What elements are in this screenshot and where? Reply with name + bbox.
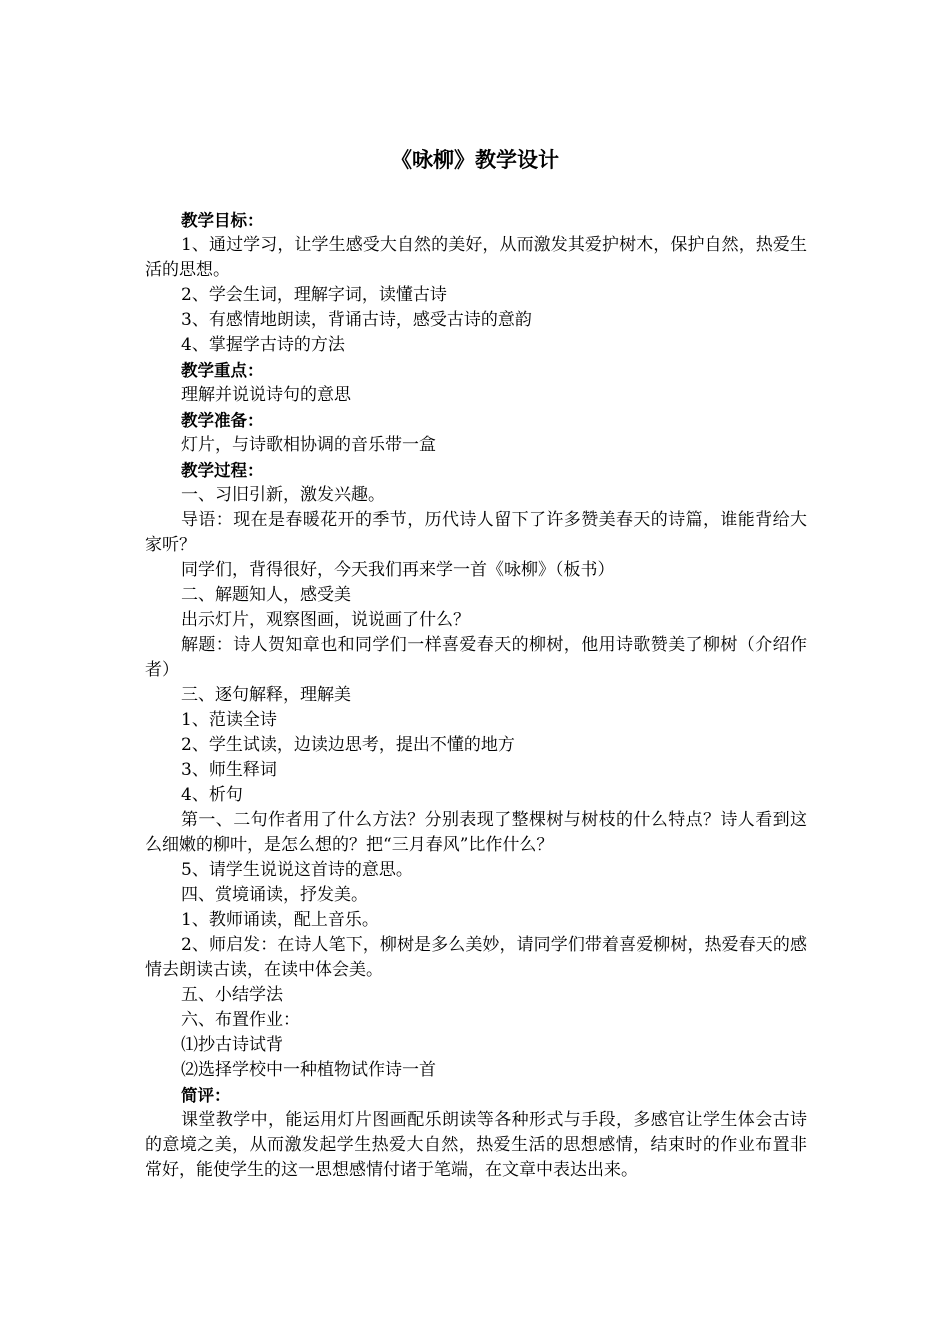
paragraph: 导语：现在是春暖花开的季节，历代诗人留下了许多赞美春天的诗篇，谁能背给大家听？ <box>145 510 807 555</box>
paragraph: 解题：诗人贺知章也和同学们一样喜爱春天的柳树，他用诗歌赞美了柳树（介绍作者） <box>145 635 807 680</box>
paragraph: 1、通过学习，让学生感受大自然的美好，从而激发其爱护树木，保护自然，热爱生活的思想。 <box>145 235 807 280</box>
paragraph: 二、解题知人，感受美 <box>181 585 351 605</box>
section-heading: 教学准备： <box>181 411 264 430</box>
paragraph: 五、小结学法 <box>181 985 283 1005</box>
paragraph: 三、逐句解释，理解美 <box>181 685 351 705</box>
paragraph: ⑴抄古诗试背 <box>181 1035 283 1055</box>
paragraph: 4、掌握学古诗的方法 <box>181 335 345 355</box>
section-heading: 教学过程： <box>181 461 264 480</box>
paragraph: 3、有感情地朗读，背诵古诗，感受古诗的意韵 <box>181 310 532 330</box>
section-heading: 教学重点： <box>181 361 264 380</box>
paragraph: 2、学会生词，理解字词，读懂古诗 <box>181 285 447 305</box>
paragraph: 1、范读全诗 <box>181 710 277 730</box>
paragraph: 5、请学生说说这首诗的意思。 <box>181 860 413 880</box>
paragraph: 3、师生释词 <box>181 760 277 780</box>
paragraph: 灯片，与诗歌相协调的音乐带一盒 <box>181 435 436 455</box>
paragraph: 第一、二句作者用了什么方法？分别表现了整棵树与树枝的什么特点？诗人看到这么细嫩的柳叶，是怎么想的？把“三月春风”比作什么？ <box>145 810 807 855</box>
paragraph: 一、习旧引新，激发兴趣。 <box>181 485 385 505</box>
paragraph: 2、师启发：在诗人笔下，柳树是多么美妙，请同学们带着喜爱柳树，热爱春天的感情去朗读古读，在读中体会美。 <box>145 935 807 980</box>
section-heading: 教学目标： <box>181 211 264 230</box>
section-heading: 简评： <box>181 1086 231 1105</box>
document-body <box>145 208 807 1183</box>
paragraph: 六、布置作业： <box>181 1010 300 1030</box>
paragraph: 同学们，背得很好，今天我们再来学一首《咏柳》（板书） <box>181 560 615 580</box>
paragraph: 课堂教学中，能运用灯片图画配乐朗读等各种形式与手段，多感官让学生体会古诗的意境之美，从而激发起学生热爱大自然，热爱生活的思想感情，结束时的作业布置非常好，能使学生的这一思想感情付诸于笔端，在文章中表达出来。 <box>145 1110 807 1180</box>
document-title: 《咏柳》教学设计 <box>391 148 559 172</box>
paragraph: 4、析句 <box>181 785 243 805</box>
paragraph: ⑵选择学校中一种植物试作诗一首 <box>181 1060 436 1080</box>
paragraph: 四、赏境诵读，抒发美。 <box>181 885 368 905</box>
paragraph: 1、教师诵读，配上音乐。 <box>181 910 379 930</box>
paragraph: 出示灯片，观察图画，说说画了什么？ <box>181 610 470 630</box>
paragraph: 理解并说说诗句的意思 <box>181 385 351 405</box>
paragraph: 2、学生试读，边读边思考，提出不懂的地方 <box>181 735 515 755</box>
